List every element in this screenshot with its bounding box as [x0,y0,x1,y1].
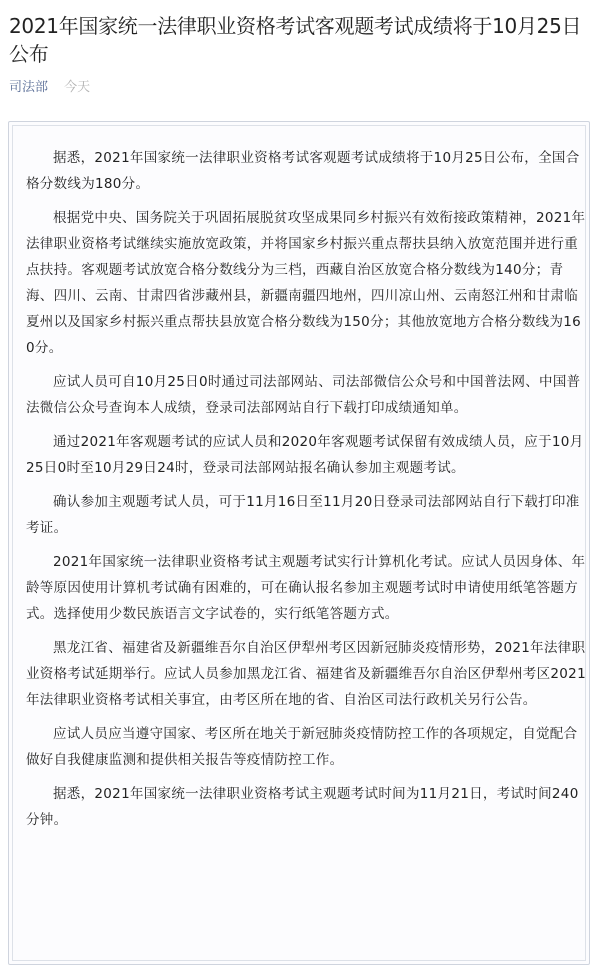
paragraph-relaxed-policy: 根据党中央、国务院关于巩固拓展脱贫攻坚成果同乡村振兴有效衔接政策精神，2021年法律职业资格考试继续实施放宽政策，并将国家乡村振兴重点帮扶县纳入放宽范围并进行重点扶持。客观题考试放宽合格分数线分为三档，西藏自治区放宽合格分数线为140分；青海、四川、云南、甘肃四省涉藏州县，新疆南疆四地州，四川凉山州、云南怒江州和甘肃临夏州以及国家乡村振兴重点帮扶县放宽合格分数线为150分；其他放宽地方合格分数线为160分。 [26,210,586,356]
source-link[interactable]: 司法部 [9,80,49,95]
article-body-frame [8,121,590,965]
paragraph-admission-ticket: 确认参加主观题考试人员，可于11月16日至11月20日登录司法部网站自行下载打印准考证。 [26,494,580,536]
paragraph-epidemic-rules: 应试人员应当遵守国家、考区所在地关于新冠肺炎疫情防控工作的各项规定，自觉配合做好自我健康监测和提供相关报告等疫情防控工作。 [26,726,578,768]
paragraph-score-query: 应试人员可自10月25日0时通过司法部网站、司法部微信公众号和中国普法网、中国普法微信公众号查询本人成绩，登录司法部网站自行下载打印成绩通知单。 [26,374,581,416]
article-body [26,145,586,841]
paragraph-score-release: 据悉，2021年国家统一法律职业资格考试客观题考试成绩将于10月25日公布，全国合格分数线为180分。 [26,150,580,192]
paragraph-subjective-registration: 通过2021年客观题考试的应试人员和2020年客观题考试保留有效成绩人员，应于10月25日0时至10月29日24时，登录司法部网站报名确认参加主观题考试。 [26,434,584,476]
paragraph-exam-time: 据悉，2021年国家统一法律职业资格考试主观题考试时间为11月21日，考试时间240分钟。 [26,786,579,828]
paragraph-postponed-regions: 黑龙江省、福建省及新疆维吾尔自治区伊犁州考区因新冠肺炎疫情形势，2021年法律职业资格考试延期举行。应试人员参加黑龙江省、福建省及新疆维吾尔自治区伊犁州考区2021年法律职业资格考试相关事宜，由考区所在地的省、自治区司法行政机关另行公告。 [26,640,586,708]
article-title: 2021年国家统一法律职业资格考试客观题考试成绩将于10月25日公布 [9,14,582,66]
article-meta [9,80,90,96]
publish-date: 今天 [64,80,91,95]
paragraph-computer-exam: 2021年国家统一法律职业资格考试主观题考试实行计算机化考试。应试人员因身体、年龄等原因使用计算机考试确有困难的，可在确认报名参加主观题考试时申请使用纸笔答题方式。选择使用少数民族语言文字试卷的，实行纸笔答题方式。 [26,554,586,622]
